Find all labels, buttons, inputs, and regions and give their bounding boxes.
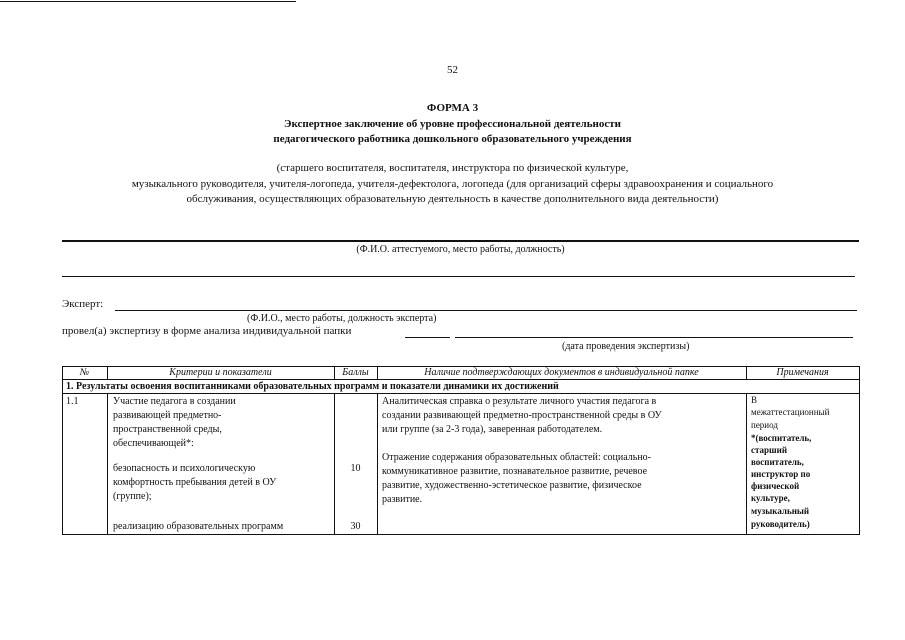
item2-score: 30 bbox=[350, 521, 361, 532]
header-score: Баллы bbox=[342, 367, 369, 378]
expert-label: Эксперт: bbox=[62, 298, 104, 310]
criteria-item1-line1: безопасность и психологическую bbox=[113, 463, 256, 474]
docs-para2-line3: развитие, художественно-эстетическое развитие, физическое bbox=[382, 480, 642, 491]
row-number: 1.1 bbox=[66, 396, 79, 407]
note-line10: музыкальный bbox=[751, 506, 810, 516]
note-line8: физической bbox=[751, 481, 800, 491]
positions-line1: (старшего воспитателя, воспитателя, инструктора по физической культуре, bbox=[276, 162, 629, 174]
criteria-intro-line3: пространственной среды, bbox=[113, 424, 222, 435]
conducted-line-long[interactable] bbox=[455, 337, 853, 338]
attested-name-line bbox=[62, 240, 859, 242]
note-line7: инструктор по bbox=[751, 469, 811, 479]
criteria-item1-line2: комфортность пребывания детей в ОУ bbox=[113, 477, 277, 488]
form-title: ФОРМА 3 bbox=[426, 102, 479, 114]
note-line2: межаттестационный bbox=[751, 407, 830, 417]
table-left-border bbox=[62, 366, 63, 535]
header-criteria: Критерии и показатели bbox=[169, 367, 272, 378]
criteria-intro-line2: развивающей предметно- bbox=[113, 410, 222, 421]
criteria-intro-line4: обеспечивающей*: bbox=[113, 438, 194, 449]
docs-para2-line4: развитие. bbox=[382, 494, 423, 505]
positions-line3: обслуживания, осуществляющих образовательную деятельность в качестве дополнительного вида деятельности) bbox=[186, 193, 719, 205]
note-line9: культуре, bbox=[751, 493, 790, 503]
docs-para1-line3: или группе (за 2-3 года), заверенная работодателем. bbox=[382, 424, 603, 435]
document-title-line2: педагогического работника дошкольного образовательного учреждения bbox=[273, 133, 632, 145]
expert-caption: (Ф.И.О., место работы, должность эксперта) bbox=[247, 313, 437, 324]
page-number: 52 bbox=[447, 64, 458, 76]
attested-caption: (Ф.И.О. аттестуемого, место работы, должность) bbox=[356, 244, 565, 255]
conducted-label: провел(а) экспертизу в форме анализа индивидуальной папки bbox=[62, 325, 352, 337]
note-line1: В bbox=[751, 395, 758, 405]
item1-score: 10 bbox=[350, 463, 361, 474]
note-line3: период bbox=[751, 420, 778, 430]
date-caption: (дата проведения экспертизы) bbox=[562, 341, 690, 352]
docs-para2-line2: коммуникативное развитие, познавательное развитие, речевое bbox=[382, 466, 648, 477]
col-divider-score bbox=[377, 393, 378, 535]
criteria-table bbox=[62, 366, 860, 535]
col-divider-docs bbox=[746, 393, 747, 535]
table-bottom-border bbox=[62, 534, 860, 535]
table-right-border bbox=[859, 366, 860, 535]
criteria-item2-line1: реализацию образовательных программ bbox=[113, 521, 284, 532]
criteria-item1-line3: (группе); bbox=[113, 491, 152, 502]
note-line11: руководитель) bbox=[751, 519, 810, 529]
criteria-intro-line1: Участие педагога в создании bbox=[113, 396, 236, 407]
expert-name-line[interactable] bbox=[115, 310, 857, 311]
positions-line2: музыкального руководителя, учителя-логопеда, учителя-дефектолога, логопеда (для организаций сферы здравоохранения и социального bbox=[131, 178, 774, 190]
col-divider-num bbox=[107, 393, 108, 535]
section-1-title: 1. Результаты освоения воспитанниками образовательных программ и показатели динамики их достижений bbox=[66, 381, 559, 392]
conducted-line-short[interactable] bbox=[405, 337, 450, 338]
docs-para1-line1: Аналитическая справка о результате личного участия педагога в bbox=[382, 396, 657, 407]
note-line5: старший bbox=[751, 445, 787, 455]
attested-extra-line bbox=[62, 276, 855, 277]
table-section-border bbox=[62, 393, 860, 394]
scan-edge-line bbox=[0, 1, 296, 2]
docs-para1-line2: создании развивающей предметно-пространственной среды в ОУ bbox=[382, 410, 662, 421]
docs-para2-line1: Отражение содержания образовательных областей: социально- bbox=[382, 452, 651, 463]
note-line6: воспитатель, bbox=[751, 457, 804, 467]
header-num: № bbox=[79, 367, 90, 378]
header-notes: Примечания bbox=[776, 367, 829, 378]
document-title-line1: Экспертное заключение об уровне профессиональной деятельности bbox=[284, 118, 621, 130]
header-docs: Наличие подтверждающих документов в индивидуальной папке bbox=[424, 367, 699, 378]
note-line4: *(воспитатель, bbox=[751, 433, 812, 443]
